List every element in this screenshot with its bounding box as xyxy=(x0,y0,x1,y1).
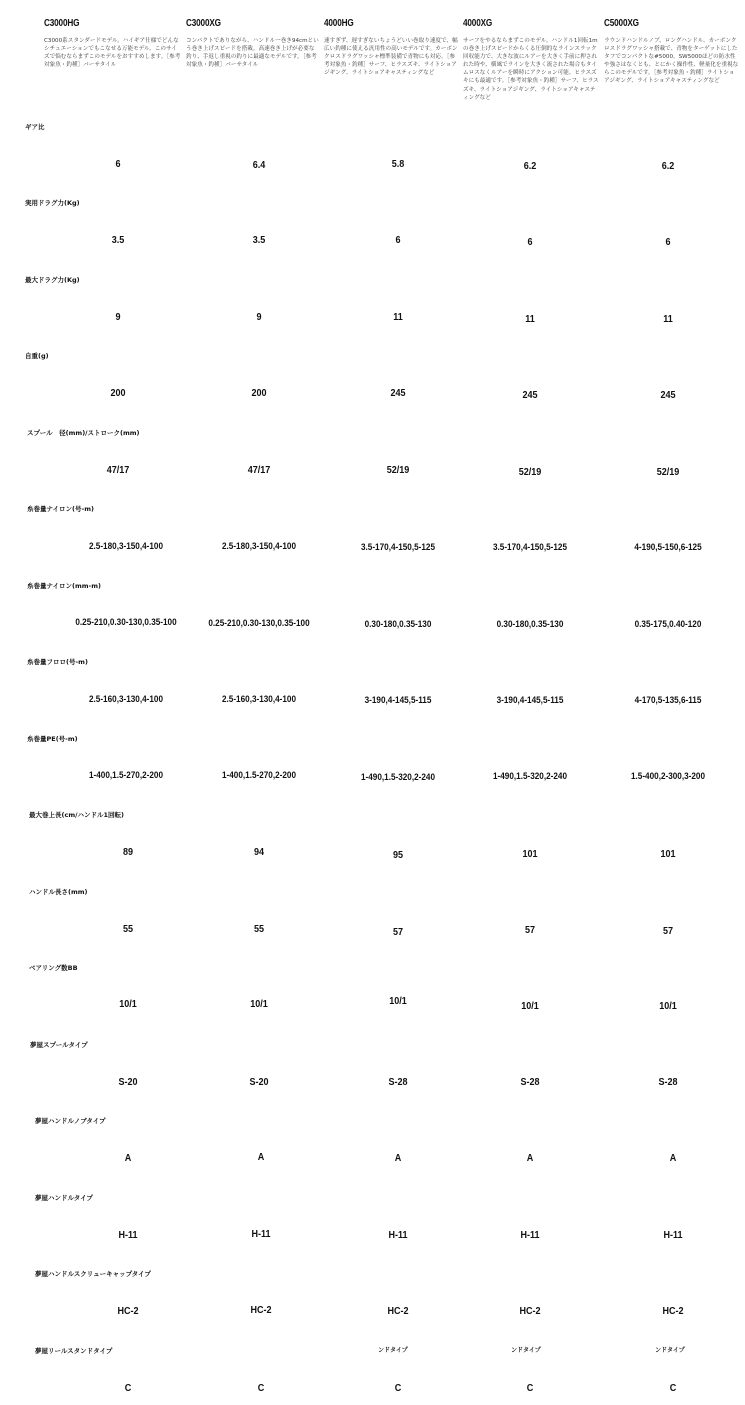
spec-value: 0.30-180,0.35-130 xyxy=(364,619,432,630)
spec-value: 6.4 xyxy=(252,159,266,171)
spec-row-bearings xyxy=(0,962,745,1038)
spec-note: ンドタイプ xyxy=(378,1347,408,1354)
model-column-4000xg xyxy=(463,18,600,102)
model-name: C3000HG xyxy=(44,18,80,29)
spec-value: 55 xyxy=(253,923,265,935)
spec-value: 10/1 xyxy=(521,1000,539,1012)
model-name: C5000XG xyxy=(604,18,639,29)
spec-note: ンドタイプ xyxy=(511,1347,541,1354)
spec-value: 0.25-210,0.30-130,0.35-100 xyxy=(208,618,310,629)
spec-value: HC-2 xyxy=(662,1305,684,1317)
spec-value: A xyxy=(669,1152,677,1164)
spec-value: H-11 xyxy=(118,1229,138,1241)
spec-value: 1-400,1.5-270,2-200 xyxy=(221,770,297,781)
spec-value: A xyxy=(124,1152,132,1164)
spec-value: 1-490,1.5-320,2-240 xyxy=(360,772,436,783)
spec-value: 2.5-180,3-150,4-100 xyxy=(221,541,297,552)
spec-value: 0.25-210,0.30-130,0.35-100 xyxy=(75,617,177,628)
spec-value: S-20 xyxy=(118,1076,138,1088)
spec-value: 0.30-180,0.35-130 xyxy=(496,619,564,630)
spec-value: 200 xyxy=(110,387,126,399)
spec-row-retrieve-length xyxy=(0,809,745,885)
model-description: サーフをやるならまずこのモデル。ハンドル1回転1mの巻き上げスピードからくる圧倒的なラインスラック回収能力で、大きな波にルアーを大きく手前に押されれた時や、横風でラインを大きく流された場合もタイムロスなくルアーを瞬時にアクション可能。ヒラスズキにも最適です。［参考対象魚・釣種］サーフ、ヒラスズキ、ライトショアジギング、ライトショアキャスティングなど xyxy=(463,38,599,101)
spec-value: 5.8 xyxy=(391,158,405,170)
spec-row-yumeya-screw-cap xyxy=(0,1268,745,1344)
model-description: C3000系スタンダードモデル。ハイギア仕様でどんなシチュエーションでもこなせる万能モデル。このサイズで悩むならまずこのモデルをおすすめします。［参考対象魚・釣種］バーサタイル xyxy=(44,38,181,69)
spec-value: 9 xyxy=(115,311,121,323)
spec-value: 6 xyxy=(115,158,121,170)
spec-label: 夢屋ハンドルタイプ xyxy=(35,1194,93,1202)
spec-value: 55 xyxy=(122,923,134,935)
model-column-c3000xg xyxy=(186,18,320,69)
spec-row-max-drag xyxy=(0,274,745,350)
spec-value: 11 xyxy=(663,313,673,325)
spec-value: 10/1 xyxy=(389,995,407,1007)
spec-value: HC-2 xyxy=(250,1304,272,1316)
spec-value: 2.5-160,3-130,4-100 xyxy=(221,694,297,705)
spec-value: A xyxy=(394,1152,402,1164)
spec-row-yumeya-handle xyxy=(0,1192,745,1268)
spec-value: 89 xyxy=(122,846,134,858)
spec-value: C xyxy=(669,1382,677,1394)
spec-value: 4-190,5-150,6-125 xyxy=(634,542,702,553)
spec-value: 6 xyxy=(527,236,533,248)
spec-value: 9 xyxy=(256,311,262,323)
spec-value: 11 xyxy=(525,313,535,325)
spec-row-practical-drag xyxy=(0,197,745,273)
spec-label: 実用ドラグ力(Kg) xyxy=(25,199,80,207)
spec-value: H-11 xyxy=(663,1229,683,1241)
spec-value: 245 xyxy=(522,389,538,401)
model-column-4000hg xyxy=(324,18,459,77)
spec-value: 10/1 xyxy=(250,998,268,1010)
spec-label: ギア比 xyxy=(25,123,45,131)
spec-label: スプール 径(mm)/ストローク(mm) xyxy=(27,429,140,437)
spec-value: 6 xyxy=(395,234,401,246)
spec-value: 57 xyxy=(524,924,536,936)
spec-label: ベアリング数BB xyxy=(29,964,78,972)
spec-value: H-11 xyxy=(251,1228,271,1240)
model-column-c5000xg xyxy=(604,18,740,86)
spec-value: 3.5-170,4-150,5-125 xyxy=(360,542,436,553)
spec-value: 10/1 xyxy=(119,998,137,1010)
spec-row-spool xyxy=(0,427,745,503)
spec-row-handle-length xyxy=(0,886,745,962)
spec-label: 夢屋ハンドルスクリューキャップタイプ xyxy=(35,1270,151,1278)
spec-row-nylon-mm xyxy=(0,580,745,656)
spec-value: H-11 xyxy=(388,1229,408,1241)
spec-value: 3.5-170,4-150,5-125 xyxy=(492,542,568,553)
spec-row-yumeya-knob xyxy=(0,1115,745,1191)
spec-value: 3.5 xyxy=(111,234,125,246)
model-description: ラウンドハンドルノブ、ロングハンドル、カーボンクロスドラグワッシャ搭載で、青物をターゲットにしたタフでコンパクトな#5000。SW5000ほどの防水性や強さはなくとも、とにかく操作性、軽量化を重視ならこのモデルです。［参考対象魚・釣種］ライトショアジギング、ライトショアキャスティングなど xyxy=(604,38,739,85)
spec-value: S-28 xyxy=(520,1076,540,1088)
spec-label: 最大ドラグ力(Kg) xyxy=(25,276,80,284)
spec-row-gear-ratio xyxy=(0,121,745,197)
spec-value: H-11 xyxy=(520,1229,540,1241)
spec-value: 47/17 xyxy=(247,464,271,476)
spec-row-weight xyxy=(0,350,745,426)
spec-label: 糸巻量ナイロン(mm-m) xyxy=(27,582,102,590)
model-description: コンパクトでありながら、ハンドル一巻き94cmという巻き上げスピードを搭載。高速巻き上げが必要な釣り、手返し重視の釣りに最適なモデルです。［参考対象魚・釣種］バーサタイル xyxy=(186,38,319,69)
spec-value: 2.5-160,3-130,4-100 xyxy=(88,694,164,705)
spec-label: 夢屋リールスタンドタイプ xyxy=(35,1347,113,1355)
model-name: 4000XG xyxy=(463,18,493,29)
model-description: 速すぎず、遅すぎないちょうどいい巻取り速度で、幅広い釣種に使える汎用性の高いモデルです。カーボンクロスドラグワッシャ標準装備で青物にも対応。［参考対象魚・釣種］サーフ、ヒラスズキ、ライトショアジギング、ライトショアキャスティングなど xyxy=(324,38,458,77)
spec-row-pe xyxy=(0,733,745,809)
spec-value: 3-190,4-145,5-115 xyxy=(364,695,432,706)
spec-value: 6 xyxy=(665,236,671,248)
spec-value: C xyxy=(394,1382,402,1394)
spec-row-yumeya-stand xyxy=(0,1345,745,1405)
spec-value: 94 xyxy=(253,846,265,858)
spec-value: 2.5-180,3-150,4-100 xyxy=(88,541,164,552)
spec-value: 52/19 xyxy=(386,464,410,476)
spec-label: 糸巻量フロロ(号-m) xyxy=(27,658,88,666)
spec-row-yumeya-spool xyxy=(0,1039,745,1115)
spec-value: 95 xyxy=(392,849,404,861)
spec-value: 4-170,5-135,6-115 xyxy=(634,695,702,706)
spec-value: 10/1 xyxy=(659,1000,677,1012)
spec-value: C xyxy=(257,1382,265,1394)
spec-note: ンドタイプ xyxy=(655,1347,685,1354)
spec-value: S-28 xyxy=(388,1076,408,1088)
spec-value: 1-400,1.5-270,2-200 xyxy=(88,770,164,781)
model-header xyxy=(0,0,745,118)
model-name: 4000HG xyxy=(324,18,354,29)
spec-value: 0.35-175,0.40-120 xyxy=(634,619,702,630)
spec-value: 3.5 xyxy=(252,234,266,246)
spec-value: 245 xyxy=(660,389,676,401)
spec-value: 6.2 xyxy=(523,160,537,172)
spec-value: A xyxy=(526,1152,534,1164)
spec-value: 57 xyxy=(392,926,404,938)
spec-value: 6.2 xyxy=(661,160,675,172)
spec-value: 1-490,1.5-320,2-240 xyxy=(492,771,568,782)
spec-value: 11 xyxy=(393,311,403,323)
spec-value: 47/17 xyxy=(106,464,130,476)
spec-value: 101 xyxy=(522,848,538,860)
spec-value: 3-190,4-145,5-115 xyxy=(496,695,564,706)
spec-label: 糸巻量PE(号-m) xyxy=(27,735,78,743)
spec-value: HC-2 xyxy=(387,1305,409,1317)
spec-value: HC-2 xyxy=(117,1305,139,1317)
spec-label: 自重(g) xyxy=(25,352,49,360)
spec-value: S-28 xyxy=(658,1076,678,1088)
spec-label: 夢屋ハンドルノブタイプ xyxy=(35,1117,106,1125)
spec-value: C xyxy=(526,1382,534,1394)
model-column-c3000hg xyxy=(44,18,182,69)
spec-label: 糸巻量ナイロン(号-m) xyxy=(27,505,94,513)
spec-value: A xyxy=(257,1151,265,1163)
spec-label: ハンドル長さ(mm) xyxy=(29,888,88,896)
spec-value: 101 xyxy=(660,848,676,860)
spec-value: HC-2 xyxy=(519,1305,541,1317)
model-name: C3000XG xyxy=(186,18,221,29)
spec-value: 245 xyxy=(390,387,406,399)
spec-row-fluoro xyxy=(0,656,745,732)
spec-value: 52/19 xyxy=(518,466,542,478)
spec-value: 57 xyxy=(662,925,674,937)
spec-value: 200 xyxy=(251,387,267,399)
spec-value: C xyxy=(124,1382,132,1394)
spec-label: 夢屋スプールタイプ xyxy=(30,1041,88,1049)
spec-value: S-20 xyxy=(249,1076,269,1088)
spec-row-nylon-go xyxy=(0,503,745,579)
spec-value: 52/19 xyxy=(656,466,680,478)
spec-value: 1.5-400,2-300,3-200 xyxy=(630,771,706,782)
spec-label: 最大巻上長(cm/ハンドル1回転) xyxy=(29,811,124,819)
